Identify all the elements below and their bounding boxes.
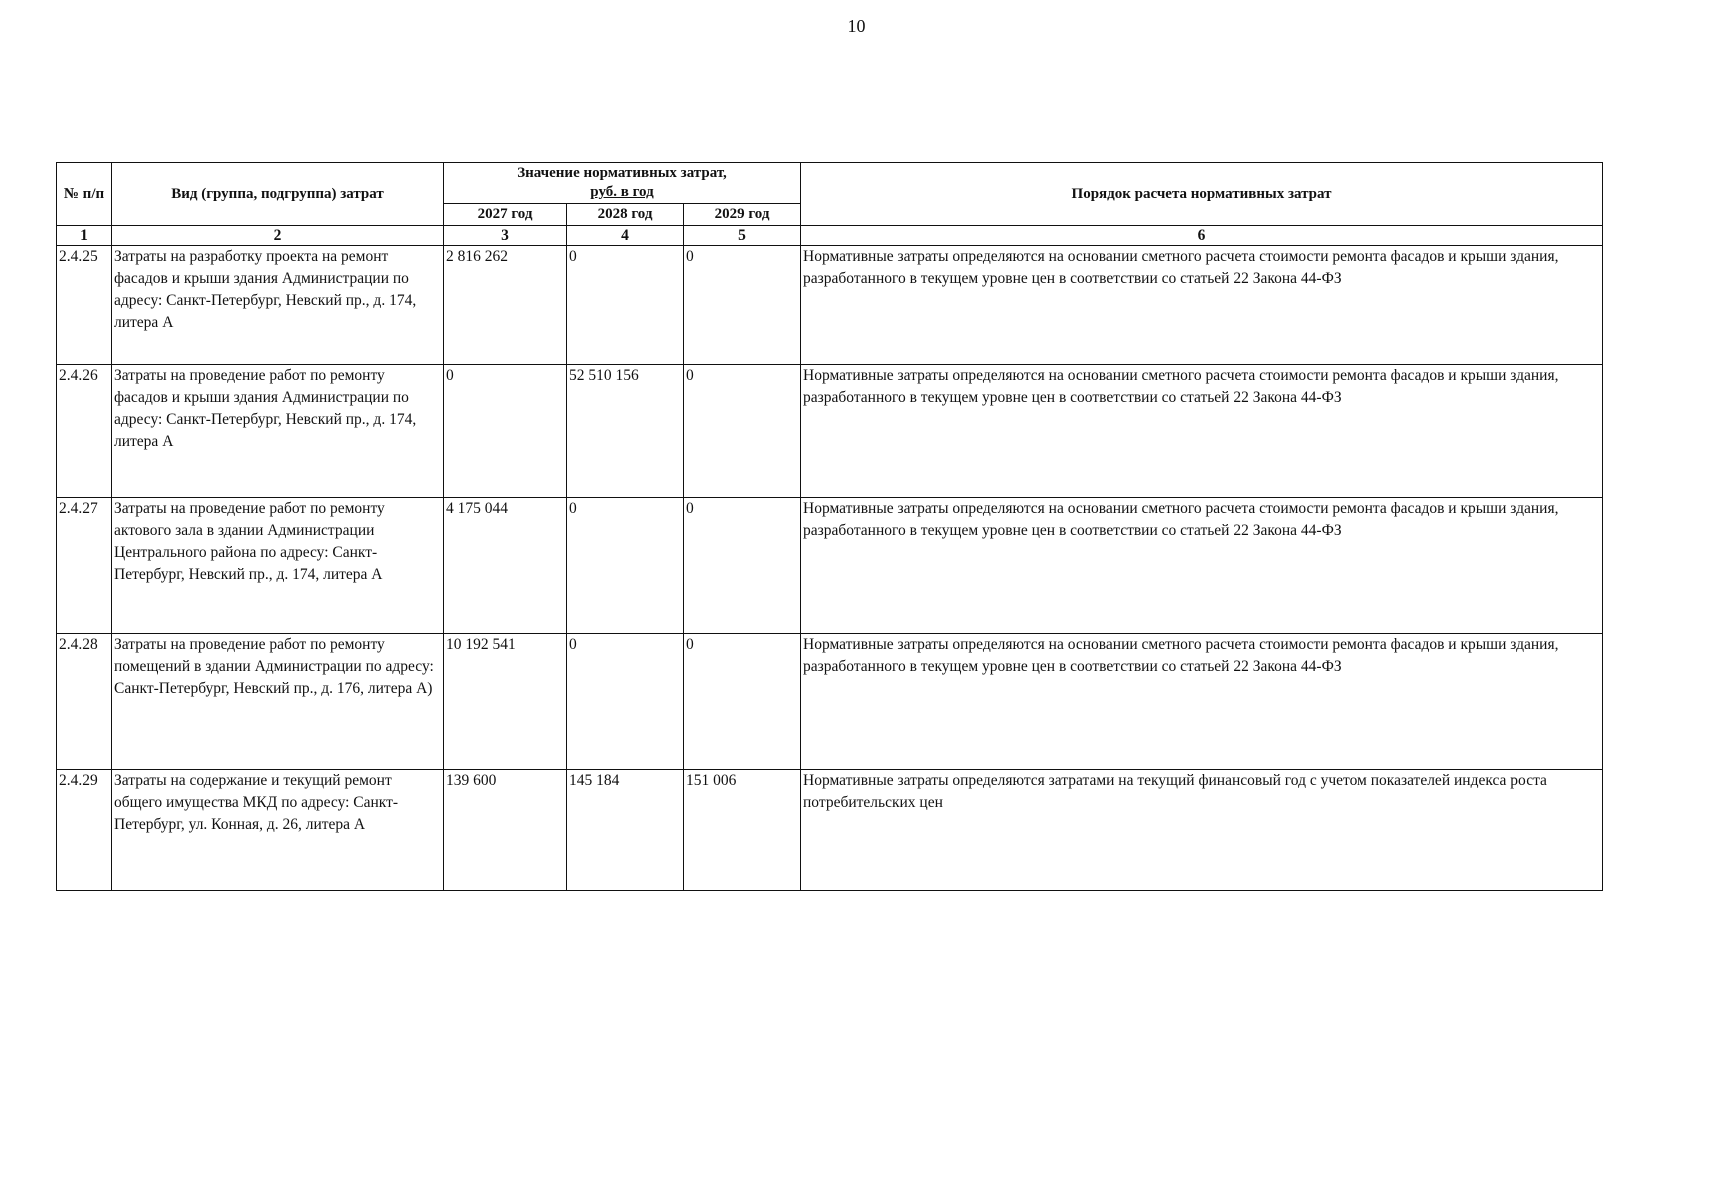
row-value-2027: 4 175 044 [444,498,567,634]
row-value-2027: 0 [444,365,567,498]
column-number: 4 [567,226,684,246]
row-value-2027: 10 192 541 [444,634,567,770]
row-value-2028: 0 [567,634,684,770]
row-value-2029: 0 [684,634,801,770]
row-value-2028: 145 184 [567,770,684,891]
header-values-line1: Значение нормативных затрат, [517,165,727,181]
row-value-2029: 0 [684,246,801,365]
header-num: № п/п [57,163,112,226]
row-value-2029: 0 [684,498,801,634]
column-number: 1 [57,226,112,246]
row-value-2029: 0 [684,365,801,498]
row-description: Затраты на содержание и текущий ремонт общего имущества МКД по адресу: Санкт-Петербург, ул. Конная, д. 26, литера А [112,770,444,891]
row-number: 2.4.26 [57,365,112,498]
page-number: 10 [847,16,866,36]
row-value-2028: 0 [567,498,684,634]
table-row [57,634,1603,770]
table-row [57,246,1603,365]
column-number: 6 [801,226,1603,246]
header-year-2027: 2027 год [444,204,567,226]
row-calculation-method: Нормативные затраты определяются на основании сметного расчета стоимости ремонта фасадов и крыши здания, разработанного в текущем уровне цен в соответствии со статьей 22 Закона 44-ФЗ [801,365,1603,498]
row-description: Затраты на проведение работ по ремонту помещений в здании Администрации по адресу: Санкт-Петербург, Невский пр., д. 176, литера А) [112,634,444,770]
row-description: Затраты на проведение работ по ремонту актового зала в здании Администрации Центрального района по адресу: Санкт-Петербург, Невский пр., д. 174, литера А [112,498,444,634]
row-value-2027: 139 600 [444,770,567,891]
column-number: 3 [444,226,567,246]
header-method: Порядок расчета нормативных затрат [801,163,1603,226]
row-value-2029: 151 006 [684,770,801,891]
header-year-2028: 2028 год [567,204,684,226]
header-cost-type: Вид (группа, подгруппа) затрат [112,163,444,226]
column-number: 2 [112,226,444,246]
row-number: 2.4.27 [57,498,112,634]
column-number: 5 [684,226,801,246]
column-numbers-row [57,226,1603,246]
norm-costs-table [56,162,1603,891]
row-number: 2.4.25 [57,246,112,365]
row-number: 2.4.28 [57,634,112,770]
header-values-line2: руб. в год [590,184,654,200]
row-value-2028: 52 510 156 [567,365,684,498]
row-value-2027: 2 816 262 [444,246,567,365]
row-value-2028: 0 [567,246,684,365]
header-values-group [444,163,801,204]
row-description: Затраты на разработку проекта на ремонт фасадов и крыши здания Администрации по адресу: Санкт-Петербург, Невский пр., д. 174, литера А [112,246,444,365]
table-row [57,365,1603,498]
row-calculation-method: Нормативные затраты определяются на основании сметного расчета стоимости ремонта фасадов и крыши здания, разработанного в текущем уровне цен в соответствии со статьей 22 Закона 44-ФЗ [801,634,1603,770]
row-calculation-method: Нормативные затраты определяются затратами на текущий финансовый год с учетом показателей индекса роста потребительских цен [801,770,1603,891]
row-calculation-method: Нормативные затраты определяются на основании сметного расчета стоимости ремонта фасадов и крыши здания, разработанного в текущем уровне цен в соответствии со статьей 22 Закона 44-ФЗ [801,498,1603,634]
row-calculation-method: Нормативные затраты определяются на основании сметного расчета стоимости ремонта фасадов и крыши здания, разработанного в текущем уровне цен в соответствии со статьей 22 Закона 44-ФЗ [801,246,1603,365]
table-row [57,770,1603,891]
table-row [57,498,1603,634]
row-number: 2.4.29 [57,770,112,891]
row-description: Затраты на проведение работ по ремонту фасадов и крыши здания Администрации по адресу: Санкт-Петербург, Невский пр., д. 174, литера А [112,365,444,498]
header-year-2029: 2029 год [684,204,801,226]
